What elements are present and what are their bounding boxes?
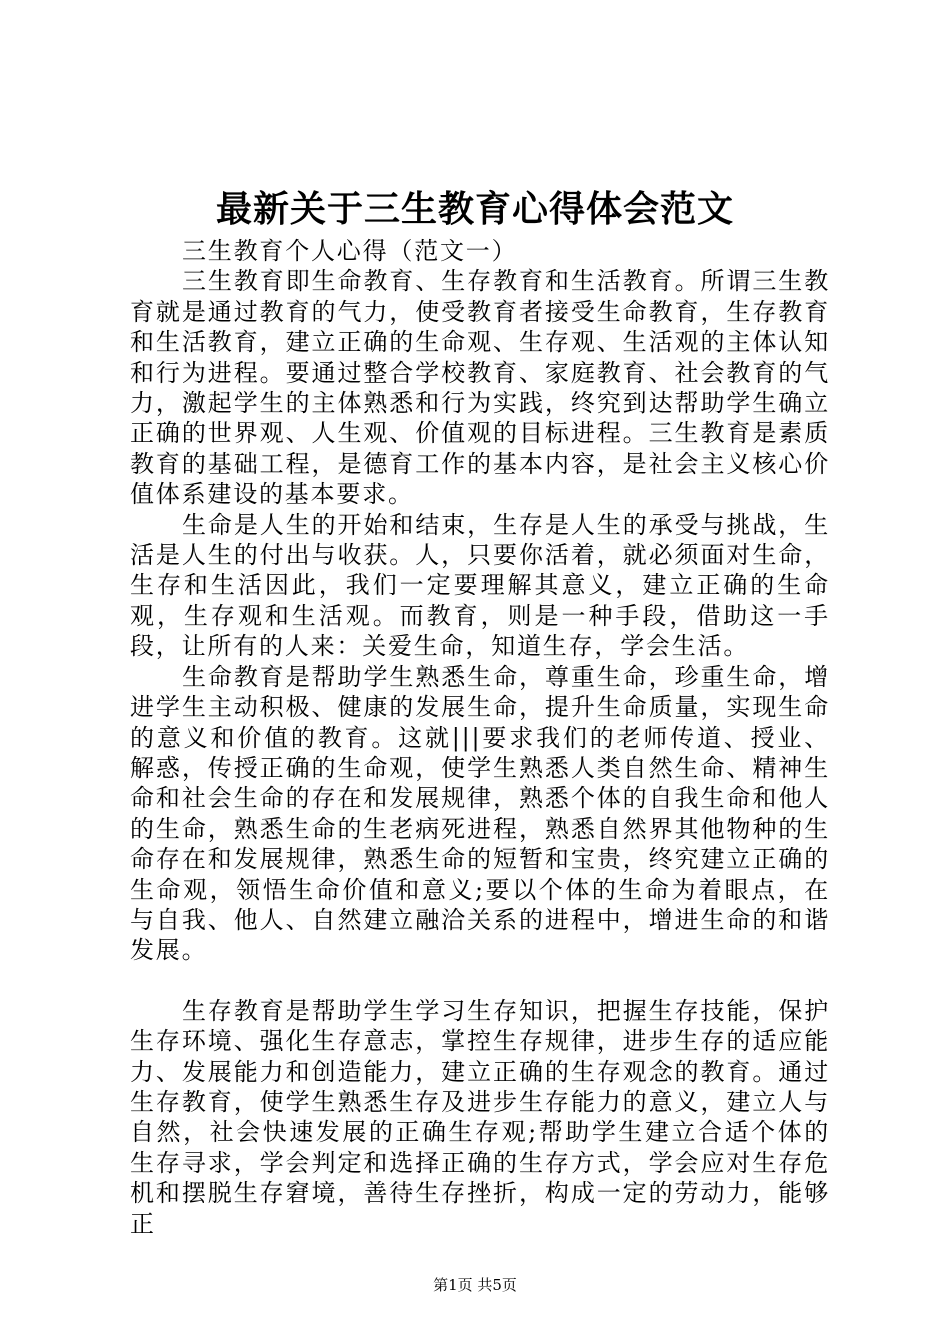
paragraph-4: 生存教育是帮助学生学习生存知识，把握生存技能，保护生存环境、强化生存意志，掌控生存规律，进步生存的适应能力、发展能力和创造能力，建立正确的生存观念的教育。通过生存教育，使学生熟悉生存及进步生存能力的意义，建立人与自然，社会快速发展的正确生存观;帮助学生建立合适个体的生存寻求，学会判定和选择正确的生存方式，学会应对生存危机和摆脱生存窘境，善待生存挫折，构成一定的劳动力，能够正	[130, 996, 830, 1238]
paragraph-2: 生命是人生的开始和结束，生存是人生的承受与挑战，生活是人生的付出与收获。人，只要你活着，就必须面对生命，生存和生活因此，我们一定要理解其意义，建立正确的生命观，生存观和生活观。而教育，则是一种手段，借助这一手段，让所有的人来：关爱生命，知道生存，学会生活。	[130, 510, 830, 661]
paragraph-1: 三生教育即生命教育、生存教育和生活教育。所谓三生教育就是通过教育的气力，使受教育者接受生命教育，生存教育和生活教育，建立正确的生命观、生存观、生活观的主体认知和行为进程。要通过整合学校教育、家庭教育、社会教育的气力，激起学生的主体熟悉和行为实践，终究到达帮助学生确立正确的世界观、人生观、价值观的目标进程。三生教育是素质教育的基础工程，是德育工作的基本内容，是社会主义核心价值体系建设的基本要求。	[130, 267, 830, 509]
paragraph-gap	[130, 966, 830, 996]
paragraph-3: 生命教育是帮助学生熟悉生命，尊重生命，珍重生命，增进学生主动积极、健康的发展生命，提升生命质量，实现生命的意义和价值的教育。这就|||要求我们的老师传道、授业、解惑，传授正确的生命观，使学生熟悉人类自然生命、精神生命和社会生命的存在和发展规律，熟悉个体的自我生命和他人的生命，熟悉生命的生老病死进程，熟悉自然界其他物种的生命存在和发展规律，熟悉生命的短暂和宝贵，终究建立正确的生命观，领悟生命价值和意义;要以个体的生命为着眼点，在与自我、他人、自然建立融洽关系的进程中，增进生命的和谐发展。	[130, 662, 830, 965]
document-title: 最新关于三生教育心得体会范文	[215, 188, 734, 230]
page-footer: 第1页 共5页	[433, 1276, 517, 1294]
document-body	[130, 236, 830, 1239]
document-subtitle: 三生教育个人心得（范文一）	[182, 237, 518, 265]
